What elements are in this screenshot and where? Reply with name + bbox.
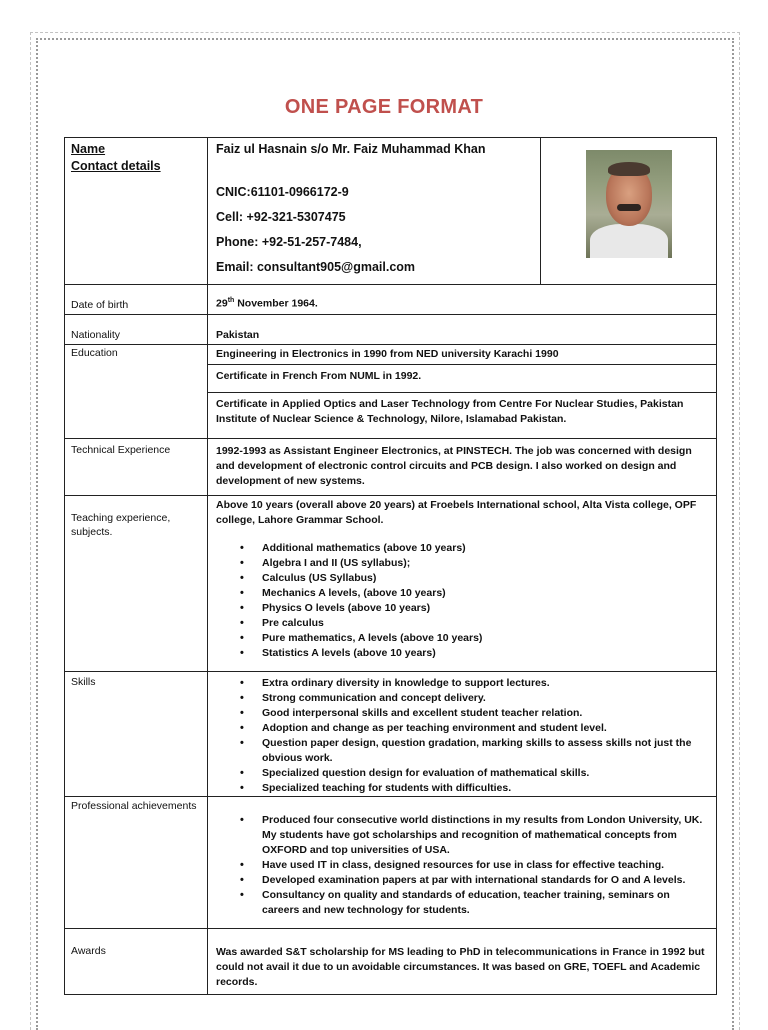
teaching-intro: Above 10 years (overall above 20 years) at Froebels International school, Alta Vista college, OPF college, Lahore Grammar School. [216, 499, 697, 526]
nationality-label: Nationality [65, 315, 208, 345]
skills-cell [208, 672, 717, 797]
list-item: • Additional mathematics (above 10 years) [216, 541, 708, 556]
education-label: Education [65, 345, 208, 439]
awards-value: Was awarded S&T scholarship for MS leading to PhD in telecommunications in France in 1992 but could not avail it due to un avoidable circumstances. It was based on GRE, TOEFL and Academic records. [208, 929, 717, 995]
awards-row [65, 929, 717, 995]
list-item: • Strong communication and concept delivery. [216, 691, 708, 706]
contact-cell [208, 138, 541, 285]
teaching-cell [208, 496, 717, 672]
teaching-list [216, 541, 708, 661]
achievements-list [216, 813, 708, 918]
list-item: • Developed examination papers at par with international standards for O and A levels. [216, 873, 708, 888]
list-item: • Physics O levels (above 10 years) [216, 601, 708, 616]
achievements-row [65, 797, 717, 929]
contact-label: Contact details [71, 159, 161, 173]
list-item: • Mechanics A levels, (above 10 years) [216, 586, 708, 601]
dob-label: Date of birth [65, 285, 208, 315]
achievements-label: Professional achievements [65, 797, 208, 929]
list-item: • Specialized teaching for students with difficulties. [216, 781, 708, 796]
education-item: Certificate in Applied Optics and Laser Technology from Centre For Nuclear Studies, Pakistan Institute of Nuclear Science & Technology, Nilore, Islamabad Pakistan. [208, 393, 717, 439]
list-item: • Have used IT in class, designed resources for use in class for effective teaching. [216, 858, 708, 873]
technical-label: Technical Experience [65, 439, 208, 496]
list-item: • Pre calculus [216, 616, 708, 631]
name-label: Name [71, 142, 106, 156]
teaching-label: Teaching experience, subjects. [65, 496, 208, 672]
technical-row [65, 439, 717, 496]
awards-label: Awards [65, 929, 208, 995]
list-item: • Pure mathematics, A levels (above 10 years) [216, 631, 708, 646]
achievements-cell [208, 797, 717, 929]
list-item: • Specialized question design for evaluation of mathematical skills. [216, 766, 708, 781]
education-row-1 [65, 345, 717, 365]
list-item: • Extra ordinary diversity in knowledge to support lectures. [216, 676, 708, 691]
list-item: • Algebra I and II (US syllabus); [216, 556, 708, 571]
cnic: CNIC:61101-0966172-9 [216, 185, 349, 199]
skills-list [216, 676, 708, 796]
cell-number: Cell: +92-321-5307475 [216, 210, 346, 224]
header-row [65, 138, 717, 285]
photo-cell [541, 138, 717, 285]
page-title: ONE PAGE FORMAT [284, 96, 484, 118]
dob-value: 29th November 1964. [208, 285, 717, 315]
list-item: • Consultancy on quality and standards of education, teacher training, seminars on careers and new technology for students. [216, 888, 708, 918]
skills-label: Skills [65, 672, 208, 797]
list-item: • Produced four consecutive world distinctions in my results from London University, UK. My students have got scholarships and recognition of mathematical concepts from OXFORD and top universities of USA. [216, 813, 708, 858]
header-label-cell [65, 138, 208, 285]
education-item: Certificate in French From NUML in 1992. [208, 365, 717, 393]
list-item: • Good interpersonal skills and excellent student teacher relation. [216, 706, 708, 721]
profile-photo [586, 150, 672, 258]
full-name: Faiz ul Hasnain s/o Mr. Faiz Muhammad Khan [216, 142, 486, 156]
list-item: • Calculus (US Syllabus) [216, 571, 708, 586]
phone-number: Phone: +92-51-257-7484, [216, 235, 362, 249]
skills-row [65, 672, 717, 797]
nationality-row [65, 315, 717, 345]
teaching-row [65, 496, 717, 672]
list-item: • Statistics A levels (above 10 years) [216, 646, 708, 661]
list-item: • Question paper design, question gradation, marking skills to assess skills not just the obvious work. [216, 736, 708, 766]
cv-table [64, 137, 717, 995]
dob-row [65, 285, 717, 315]
nationality-value: Pakistan [208, 315, 717, 345]
email[interactable]: Email: consultant905@gmail.com [216, 260, 416, 274]
technical-value: 1992-1993 as Assistant Engineer Electronics, at PINSTECH. The job was concerned with design and development of electronic control circuits and PCB design. I also worked on design and development of new systems. [208, 439, 717, 496]
list-item: • Adoption and change as per teaching environment and student level. [216, 721, 708, 736]
education-item: Engineering in Electronics in 1990 from NED university Karachi 1990 [208, 345, 717, 365]
